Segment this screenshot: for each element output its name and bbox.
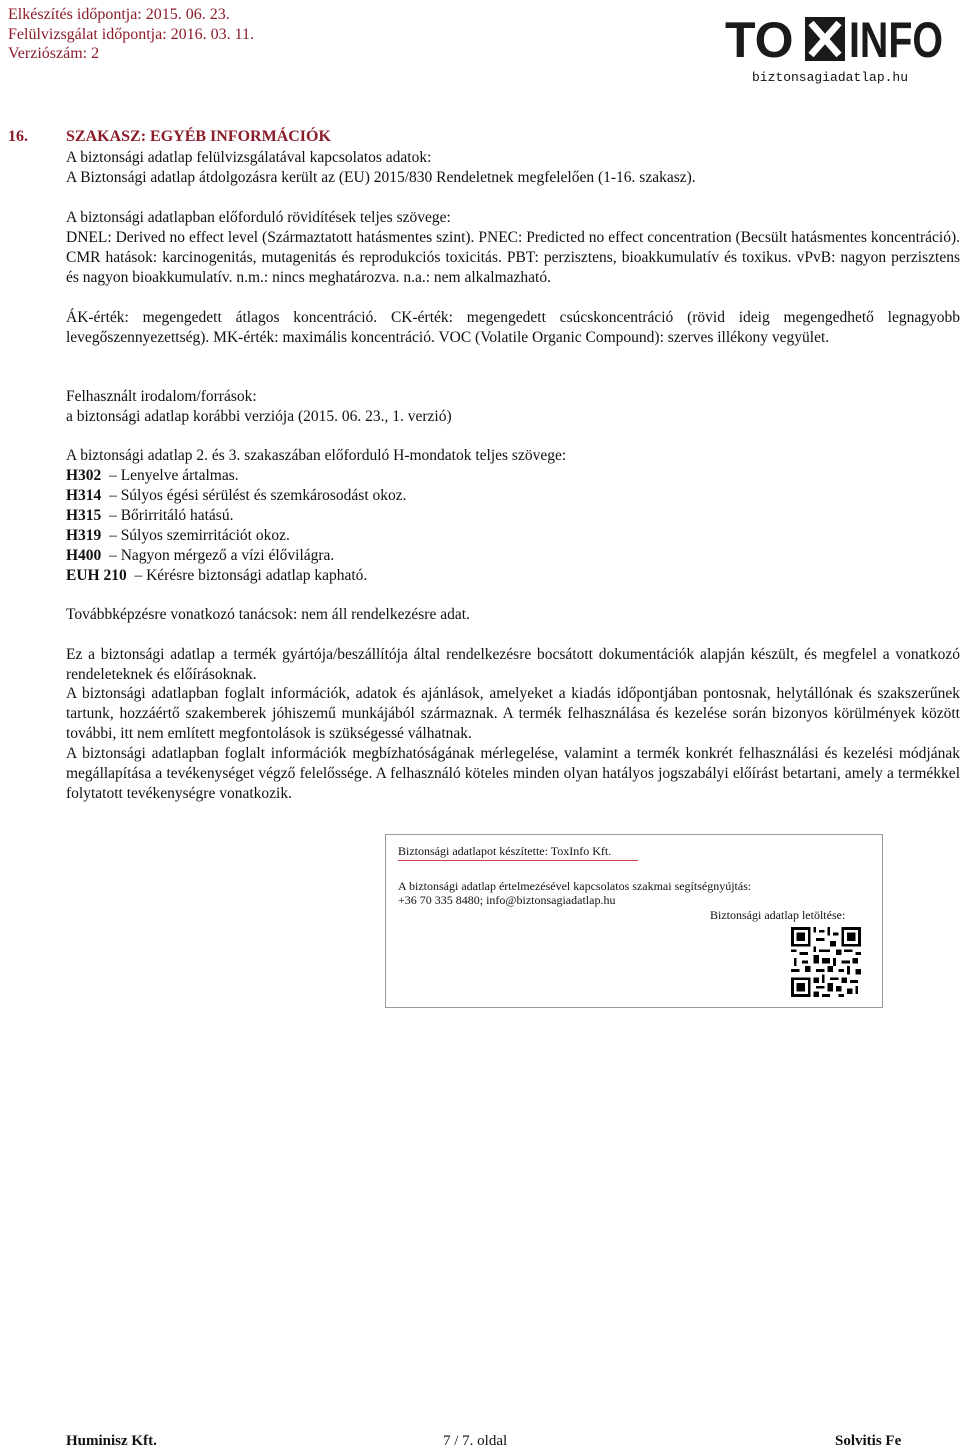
hstatement-text: Bőrirritáló hatású. bbox=[120, 507, 234, 524]
hstatement-row: H314 – Súlyos égési sérülést és szemkárosodást okoz. bbox=[66, 487, 407, 504]
revision-date: Felülvizsgálat időpontja: 2016. 03. 11. bbox=[8, 26, 255, 43]
hstatement-row: H319 – Súlyos szemirritációt okoz. bbox=[66, 527, 290, 544]
created-date: Elkészítés időpontja: 2015. 06. 23. bbox=[8, 6, 230, 23]
info-box bbox=[385, 834, 883, 1008]
toxinfo-logo bbox=[725, 12, 945, 68]
disclaimer-1: Ez a biztonsági adatlap a termék gyártója/beszállítója által rendelkezésre bocsátott dokumentációk alapján készült, és megfelel a vonatkozó rendeleteknek és előírásoknak. bbox=[66, 646, 960, 683]
hstatement-code: H319 bbox=[66, 527, 102, 544]
revision-text: A Biztonsági adatlap átdolgozásra került az (EU) 2015/830 Rendeletnek megfelelően (1-16. szakasz). bbox=[66, 169, 696, 186]
section-number: 16. bbox=[8, 128, 28, 145]
page-number: 7 / 7. oldal bbox=[443, 1433, 508, 1449]
literature-intro: Felhasznált irodalom/források: bbox=[66, 388, 257, 405]
hstatement-row: EUH 210 – Kérésre biztonsági adatlap kapható. bbox=[66, 567, 368, 584]
cross-icon bbox=[805, 17, 845, 61]
version-number: Verziószám: 2 bbox=[8, 45, 100, 62]
contact-info[interactable]: +36 70 335 8480; info@biztonsagiadatlap.hu bbox=[398, 893, 616, 907]
hstatement-text: Lenyelve ártalmas. bbox=[120, 467, 239, 484]
footer-right: Solvitis Fe bbox=[835, 1433, 902, 1449]
footer-left: Huminisz Kft. bbox=[66, 1433, 157, 1449]
hstatements-intro: A biztonsági adatlap 2. és 3. szakaszában előforduló H-mondatok teljes szövege: bbox=[66, 447, 567, 464]
limits-text: ÁK-érték: megengedett átlagos koncentráció. CK-érték: megengedett csúcskoncentráció (rövid ideig megengedhető legnagyobb levegőszennyezettség). MK-érték: maximális koncentráció. VOC (Volatile Organic Compound): szerves illékony vegyület. bbox=[66, 309, 960, 346]
hstatement-code: H400 bbox=[66, 547, 102, 564]
divider bbox=[398, 860, 638, 861]
hstatement-row: H400 – Nagyon mérgező a vízi élővilágra. bbox=[66, 547, 335, 564]
qr-code-icon[interactable] bbox=[791, 927, 861, 997]
section-title: SZAKASZ: EGYÉB INFORMÁCIÓK bbox=[66, 128, 331, 145]
literature-text: a biztonsági adatlap korábbi verziója (2015. 06. 23., 1. verzió) bbox=[66, 408, 452, 425]
training-text: Továbbképzésre vonatkozó tanácsok: nem áll rendelkezésre adat. bbox=[66, 606, 470, 623]
hstatement-row: H302 – Lenyelve ártalmas. bbox=[66, 467, 239, 484]
download-label: Biztonsági adatlap letöltése: bbox=[710, 908, 846, 922]
hstatement-code: H315 bbox=[66, 507, 102, 524]
abbrev-intro: A biztonsági adatlapban előforduló rövidítések teljes szövege: bbox=[66, 209, 451, 226]
disclaimer-3: A biztonsági adatlapban foglalt információk megbízhatóságának mérlegelése, valamint a termék konkrét felhasználási és kezelési módjának megállapítása a tevékenységet végző felelőssége. A felhasználó köteles minden olyan hatályos jogszabályi előírást betartani, amely a termékkel folytatott tevékenységre vonatkozik. bbox=[66, 745, 960, 802]
hstatement-code: H302 bbox=[66, 467, 102, 484]
hstatement-text: Nagyon mérgező a vízi élővilágra. bbox=[120, 547, 335, 564]
logo-site: biztonsagiadatlap.hu bbox=[752, 70, 909, 85]
hstatement-text: Kérésre biztonsági adatlap kapható. bbox=[146, 567, 368, 584]
revision-intro: A biztonsági adatlap felülvizsgálatával kapcsolatos adatok: bbox=[66, 149, 432, 166]
hstatement-row: H315 – Bőrirritáló hatású. bbox=[66, 507, 234, 524]
logo-left-text: TO bbox=[725, 12, 794, 68]
hstatement-text: Súlyos szemirritációt okoz. bbox=[120, 527, 290, 544]
hstatement-text: Súlyos égési sérülést és szemkárosodást okoz. bbox=[120, 487, 407, 504]
hstatement-code: H314 bbox=[66, 487, 102, 504]
help-intro: A biztonsági adatlap értelmezésével kapcsolatos szakmai segítségnyújtás: bbox=[398, 879, 752, 893]
hstatement-code: EUH 210 bbox=[66, 567, 127, 584]
abbrev-text: DNEL: Derived no effect level (Származtatott hatásmentes szint). PNEC: Predicted no effect concentration (Becsült hatásmentes koncentráció). CMR hatások: karcinogenitás, mutagenitás és reprodukciós toxicitás. PBT: perzisztens, bioakkumulatív és toxikus. vPvB: nagyon perzisztens és nagyon bioakkumulatív. n.m.: nincs meghatározva. n.a.: nem alkalmazható. bbox=[66, 229, 960, 286]
logo-right-text: INFO bbox=[849, 12, 943, 68]
prepared-by: Biztonsági adatlapot készítette: ToxInfo Kft. bbox=[398, 844, 612, 858]
disclaimer-2: A biztonsági adatlapban foglalt információk, adatok és ajánlások, amelyeket a kiadás időpontjában pontosnak, helytállónak és szakszerűnek tartunk, hozzáértő szakemberek jóhiszemű munkájából származnak. A termék felhasználása és kezelése során bizonyos körülmények között további, itt nem említett megfontolások is szükségessé válhatnak. bbox=[66, 685, 960, 742]
